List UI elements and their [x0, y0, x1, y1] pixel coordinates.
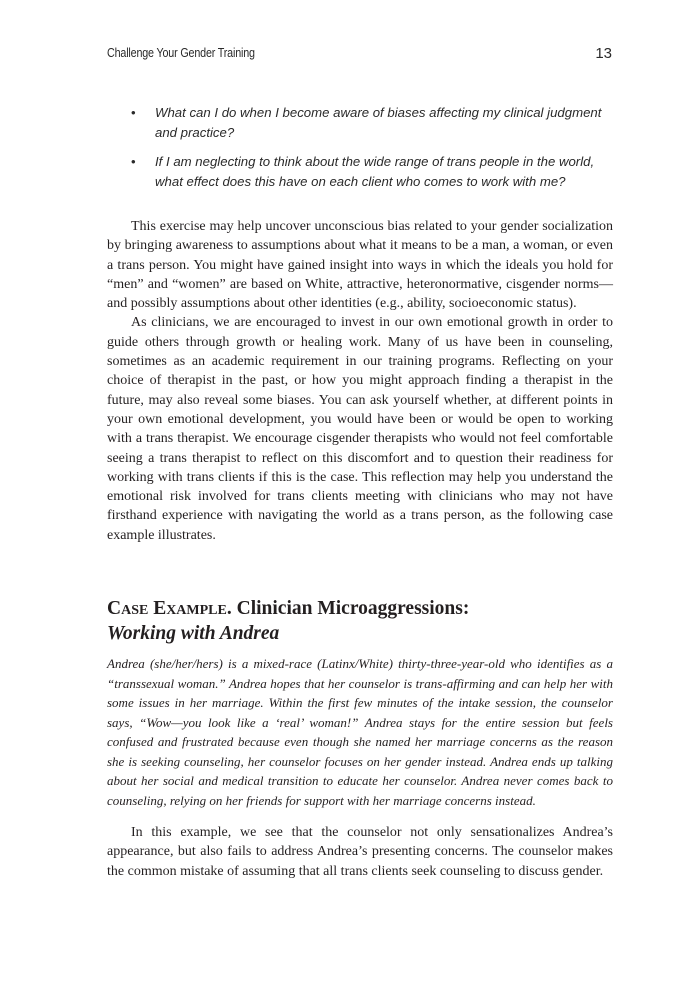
- bullet-icon: •: [131, 154, 136, 169]
- list-item: [131, 103, 621, 142]
- case-example-title: Clinician Microaggressions:: [236, 598, 470, 619]
- paragraph: In this example, we see that the counselor not only sensationalizes Andrea’s appearance, but also fails to address Andrea’s presenting concerns. The counselor makes the common mistake of assuming that all trans clients seek counseling to discuss gender.: [107, 825, 613, 879]
- case-example-subtitle: Working with Andrea: [107, 623, 280, 644]
- running-head: Challenge Your Gender Training: [107, 46, 255, 60]
- bullet-text: If I am neglecting to think about the wide range of trans people in the world, what effect does this have on each client who comes to work with me?: [155, 154, 595, 189]
- paragraph: As clinicians, we are encouraged to invest in our own emotional growth in order to guide others through growth or healing work. Many of us have been in counseling, sometimes as an academic requirement in our training programs. Reflecting on your choice of therapist in the past, or how you might approach finding a therapist in the future, may also reveal some biases. You can ask yourself whether, at different points in your own emotional development, you would have been or would be open to working with a trans therapist. We encourage cisgender therapists who would not feel comfortable seeing a trans therapist to reflect on this discomfort and to question their readiness for working with trans clients if this is the case. This reflection may help you understand the emotional risk involved for trans clients meeting with clinicians who may not have firsthand experience with navigating the world as a trans person, as the following case example illustrates.: [107, 315, 613, 543]
- list-item: [131, 152, 621, 191]
- reflection-questions-list: [131, 103, 621, 201]
- bullet-icon: •: [131, 105, 136, 120]
- body-text-section: [107, 217, 613, 545]
- case-example-heading: [107, 596, 613, 646]
- case-example-body: Andrea (she/her/hers) is a mixed-race (Latinx/White) thirty-three-year-old who identifies as a “transsexual woman.” Andrea hopes that her counselor is trans-affirming and can help her with some issues in her marriage. Within the first few minutes of the intake session, the counselor says, “Wow—you look like a ‘real’ woman!” Andrea stays for the entire session but feels confused and frustrated because even though she named her marriage concerns as the reason she is seeking counseling, her counselor focuses on her gender instead. Andrea ends up talking about her social and medical transition to educate her counselor. Andrea never comes back to counseling, relying on her friends for support with her marriage concerns instead.: [107, 656, 613, 808]
- bullet-text: What can I do when I become aware of biases affecting my clinical judgment and practice?: [155, 105, 602, 140]
- case-example-label: Case Example.: [107, 598, 232, 619]
- body-text-section: [107, 823, 613, 881]
- paragraph: This exercise may help uncover unconscious bias related to your gender socialization by bringing awareness to assumptions about what it means to be a man, a woman, or even a trans person. You might have gained insight into ways in which the ideals you hold for “men” and “women” are based on White, attractive, heteronormative, cisgender norms—and possibly assumptions about other identities (e.g., ability, socioeconomic status).: [107, 219, 613, 312]
- page-number: 13: [595, 45, 612, 62]
